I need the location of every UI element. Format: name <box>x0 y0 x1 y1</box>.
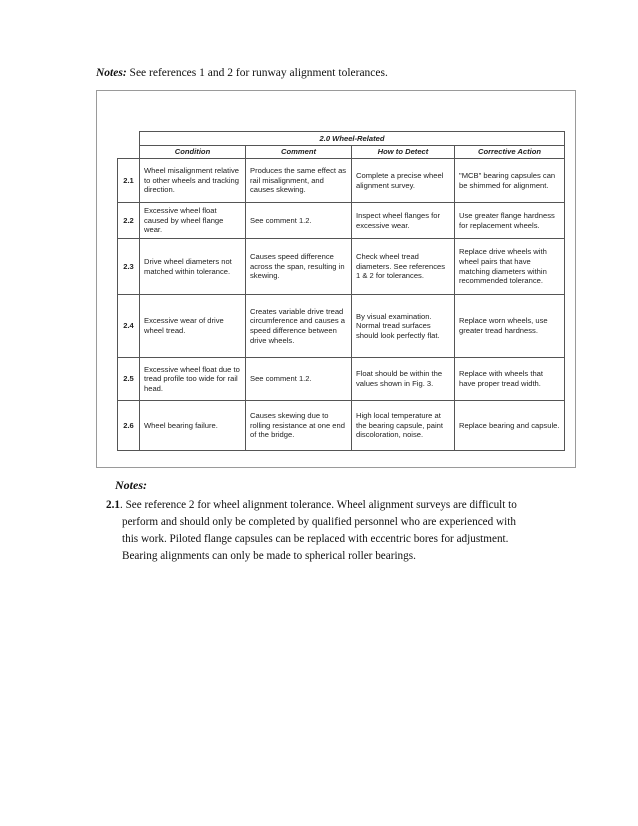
action-cell: Replace bearing and capsule. <box>455 401 565 451</box>
note-2-1 <box>106 497 546 565</box>
row-number: 2.1 <box>118 159 140 203</box>
action-cell: Replace drive wheels with wheel pairs that have matching diameters within recommended tolerance. <box>455 239 565 295</box>
header-condition: Condition <box>140 146 246 159</box>
condition-cell: Drive wheel diameters not matched within tolerance. <box>140 239 246 295</box>
condition-cell: Excessive wheel float due to tread profile too wide for rail head. <box>140 358 246 401</box>
notes-heading: Notes: <box>115 478 147 492</box>
note-number: 2.1 <box>106 499 120 511</box>
detect-cell: Complete a precise wheel alignment survey. <box>352 159 455 203</box>
condition-cell: Wheel bearing failure. <box>140 401 246 451</box>
detect-cell: By visual examination. Normal tread surfaces should look perfectly flat. <box>352 295 455 358</box>
action-cell: Use greater flange hardness for replacement wheels. <box>455 203 565 239</box>
condition-cell: Wheel misalignment relative to other wheels and tracking direction. <box>140 159 246 203</box>
detect-cell: High local temperature at the bearing capsule, paint discoloration, noise. <box>352 401 455 451</box>
note-line-text: . See reference 2 for wheel alignment tolerance. Wheel alignment surveys are difficult to <box>119 499 517 511</box>
note-line: this work. Piloted flange capsules can be replaced with eccentric bores for adjustment. <box>122 533 509 545</box>
note-line: Bearing alignments can only be made to spherical roller bearings. <box>122 550 416 562</box>
row-number: 2.4 <box>118 295 140 358</box>
comment-cell: See comment 1.2. <box>246 203 352 239</box>
action-cell: "MCB" bearing capsules can be shimmed for alignment. <box>455 159 565 203</box>
action-cell: Replace worn wheels, use greater tread hardness. <box>455 295 565 358</box>
header-how-to-detect: How to Detect <box>352 146 455 159</box>
top-note-label: Notes: <box>96 67 127 79</box>
row-number: 2.2 <box>118 203 140 239</box>
table-row <box>118 239 565 295</box>
table-row <box>118 295 565 358</box>
action-cell: Replace with wheels that have proper tread width. <box>455 358 565 401</box>
detect-cell: Check wheel tread diameters. See references 1 & 2 for tolerances. <box>352 239 455 295</box>
comment-cell: Causes speed difference across the span, resulting in skewing. <box>246 239 352 295</box>
comment-cell: Causes skewing due to rolling resistance at one end of the bridge. <box>246 401 352 451</box>
top-note-text: See references 1 and 2 for runway alignment tolerances. <box>129 67 388 79</box>
condition-cell: Excessive wheel float caused by wheel flange wear. <box>140 203 246 239</box>
row-number: 2.5 <box>118 358 140 401</box>
top-note <box>96 66 388 80</box>
comment-cell: See comment 1.2. <box>246 358 352 401</box>
table-row <box>118 203 565 239</box>
detect-cell: Inspect wheel flanges for excessive wear. <box>352 203 455 239</box>
table-row <box>118 358 565 401</box>
table-title: 2.0 Wheel-Related <box>140 132 565 146</box>
condition-cell: Excessive wear of drive wheel tread. <box>140 295 246 358</box>
wheel-related-table <box>117 131 565 451</box>
wheel-related-table-figure <box>96 90 576 468</box>
table-row <box>118 159 565 203</box>
comment-cell: Produces the same effect as rail misalignment, and causes skewing. <box>246 159 352 203</box>
header-corrective-action: Corrective Action <box>455 146 565 159</box>
row-number: 2.6 <box>118 401 140 451</box>
note-line: perform and should only be completed by qualified personnel who are experienced with <box>122 516 516 528</box>
table-row <box>118 401 565 451</box>
row-number: 2.3 <box>118 239 140 295</box>
detect-cell: Float should be within the values shown in Fig. 3. <box>352 358 455 401</box>
header-comment: Comment <box>246 146 352 159</box>
note-line <box>106 497 546 514</box>
comment-cell: Creates variable drive tread circumference and causes a speed difference between drive wheels. <box>246 295 352 358</box>
